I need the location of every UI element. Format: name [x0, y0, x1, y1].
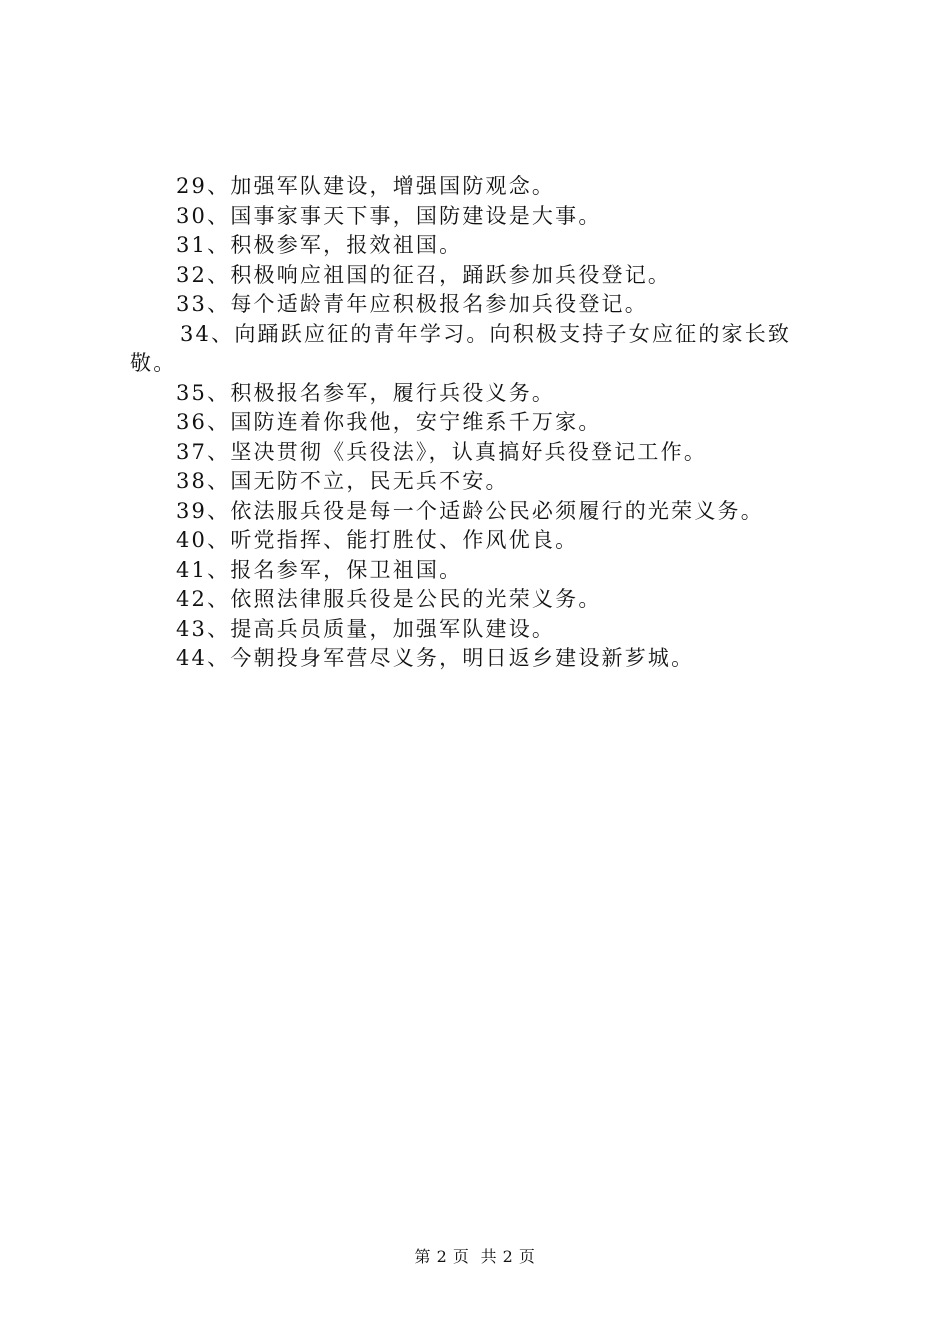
- slogan-line: 43、提高兵员质量，加强军队建设。: [176, 616, 556, 641]
- slogan-line: 32、积极响应祖国的征召，踊跃参加兵役登记。: [176, 262, 672, 287]
- slogan-line: 41、报名参军，保卫祖国。: [176, 557, 463, 582]
- page-number-footer: 第 2 页 共 2 页: [414, 1247, 536, 1266]
- slogan-line: 42、依照法律服兵役是公民的光荣义务。: [176, 587, 602, 611]
- slogan-line: 36、国防连着你我他，安宁维系千万家。: [176, 410, 602, 434]
- slogan-line: 39、依法服兵役是每一个适龄公民必须履行的光荣义务。: [176, 498, 764, 523]
- slogan-line: 37、坚决贯彻《兵役法》，认真搞好兵役登记工作。: [176, 439, 708, 464]
- slogan-line: 34、向踊跃应征的青年学习。向积极支持子女应征的家长致敬。: [130, 321, 792, 375]
- slogan-line: 44、今朝投身军营尽义务，明日返乡建设新芗城。: [176, 646, 695, 670]
- slogan-line: 29、加强军队建设，增强国防观念。: [176, 174, 556, 198]
- slogan-list: [130, 172, 835, 674]
- slogan-line: 30、国事家事天下事，国防建设是大事。: [176, 203, 602, 228]
- slogan-line: 40、听党指挥、能打胜仗、作风优良。: [176, 528, 579, 552]
- slogan-line: 38、国无防不立，民无兵不安。: [176, 469, 509, 493]
- slogan-line: 35、积极报名参军，履行兵役义务。: [176, 380, 556, 405]
- slogan-line: 33、每个适龄青年应积极报名参加兵役登记。: [176, 292, 648, 316]
- slogan-line: 31、积极参军，报效祖国。: [176, 233, 463, 257]
